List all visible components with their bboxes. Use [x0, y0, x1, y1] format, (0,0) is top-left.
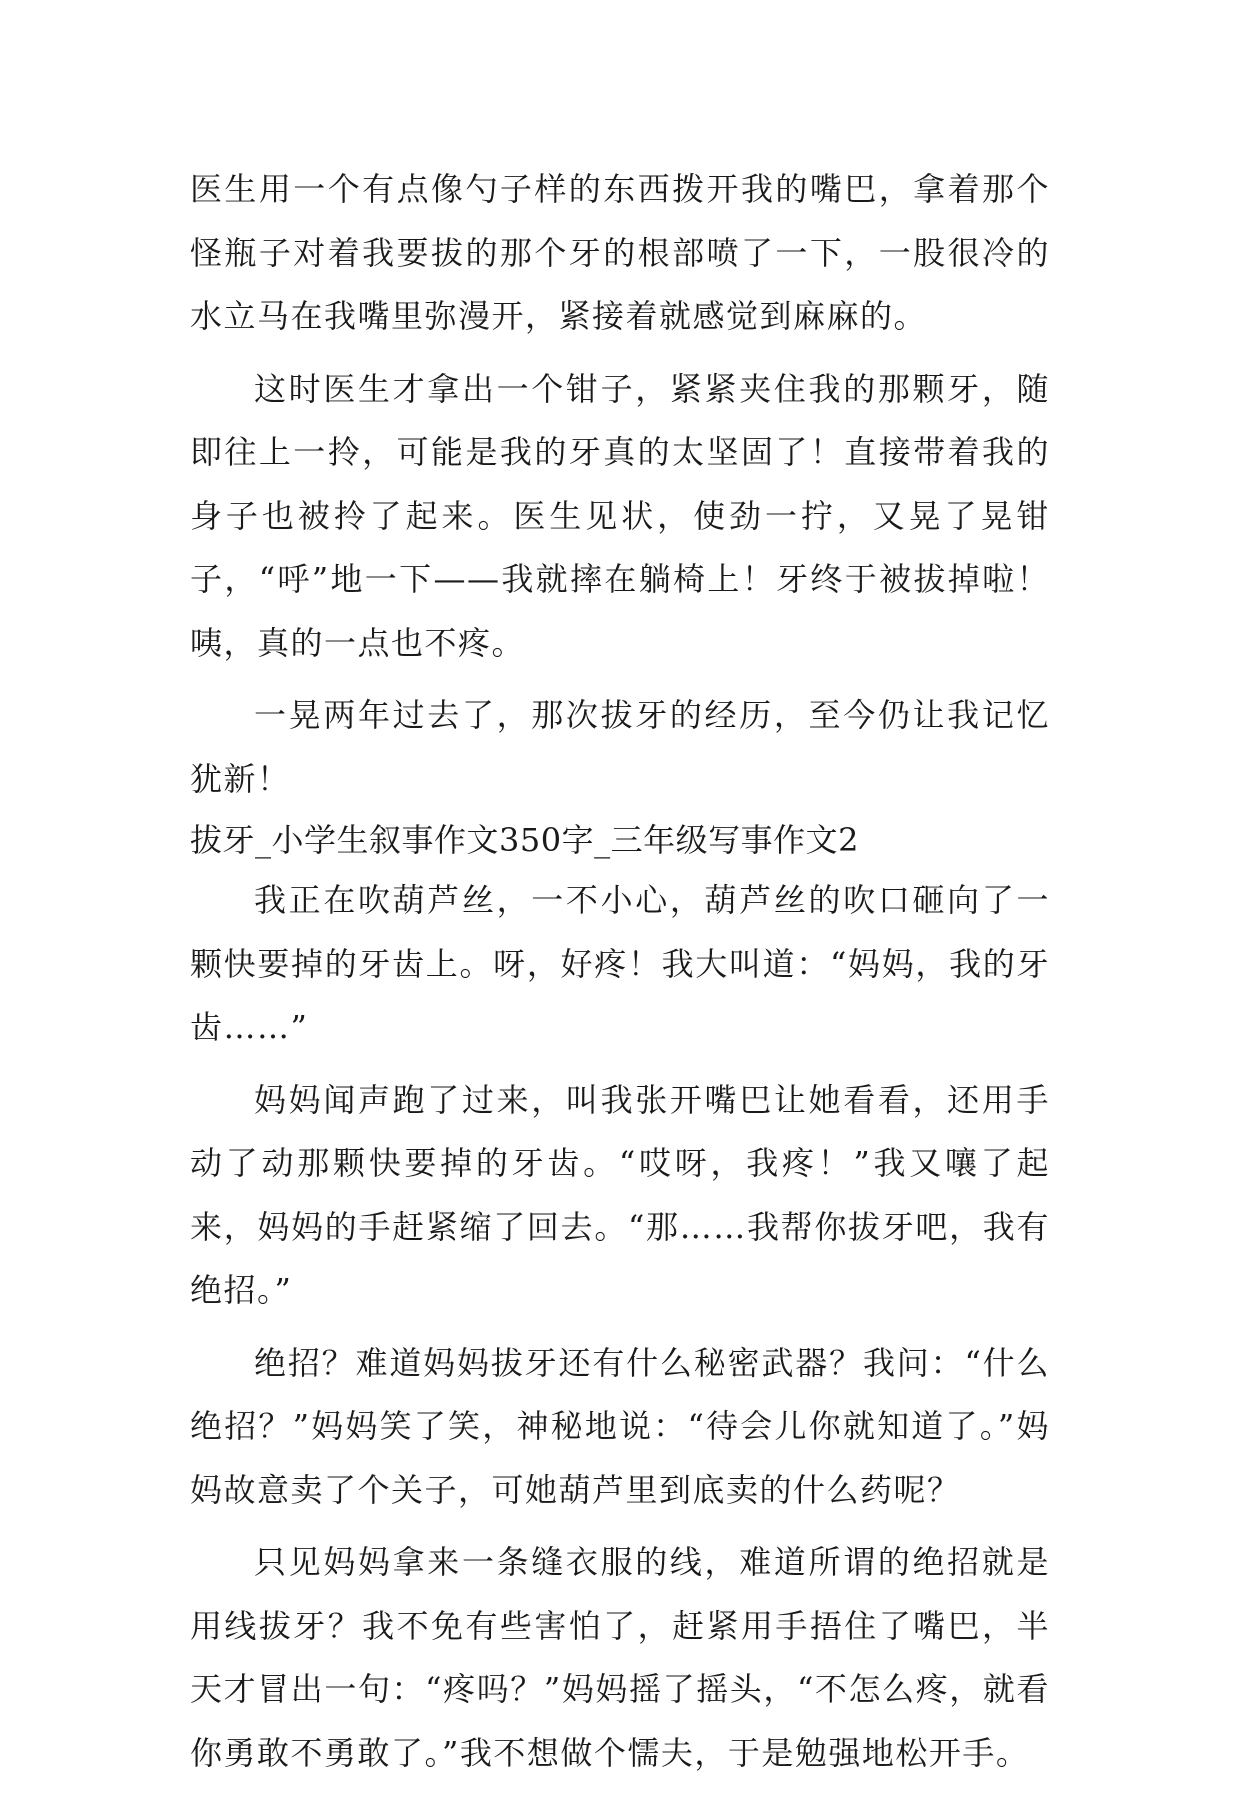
paragraph: 绝招？难道妈妈拔牙还有什么秘密武器？我问：“什么绝招？”妈妈笑了笑，神秘地说：“待会儿你就知道了。”妈妈故意卖了个关子，可她葫芦里到底卖的什么药呢？	[190, 1343, 1050, 1509]
paragraph: 一晃两年过去了，那次拔牙的经历，至今仍让我记忆犹新！	[190, 696, 1050, 798]
paragraph: 医生用一个有点像勺子样的东西拨开我的嘴巴，拿着那个怪瓶子对着我要拔的那个牙的根部喷了一下，一股很冷的水立马在我嘴里弥漫开，紧接着就感觉到麻麻的。	[190, 170, 1050, 335]
paragraph: 这时医生才拿出一个钳子，紧紧夹住我的那颗牙，随即往上一拎，可能是我的牙真的太坚固了！直接带着我的身子也被拎了起来。医生见状，使劲一拧，又晃了晃钳子，“呼”地一下——我就摔在躺椅上！牙终于被拔掉啦！咦，真的一点也不疼。	[190, 369, 1050, 662]
paragraph: 妈妈闻声跑了过来，叫我张开嘴巴让她看看，还用手动了动那颗快要掉的牙齿。“哎呀，我疼！”我又嚷了起来，妈妈的手赶紧缩了回去。“那……我帮你拔牙吧，我有绝招。”	[190, 1080, 1050, 1309]
paragraph: 我正在吹葫芦丝，一不小心，葫芦丝的吹口砸向了一颗快要掉的牙齿上。呀，好疼！我大叫道：“妈妈，我的牙齿……”	[190, 881, 1050, 1046]
paragraph: 只见妈妈拿来一条缝衣服的线，难道所谓的绝招就是用线拔牙？我不免有些害怕了，赶紧用手捂住了嘴巴，半天才冒出一句：“疼吗？”妈妈摇了摇头，“不怎么疼，就看你勇敢不勇敢了。”我不想做个懦夫，于是勉强地松开手。	[190, 1543, 1050, 1772]
section-heading: 拔牙_小学生叙事作文350字_三年级写事作文2	[190, 821, 859, 859]
document-page	[190, 158, 1050, 1794]
